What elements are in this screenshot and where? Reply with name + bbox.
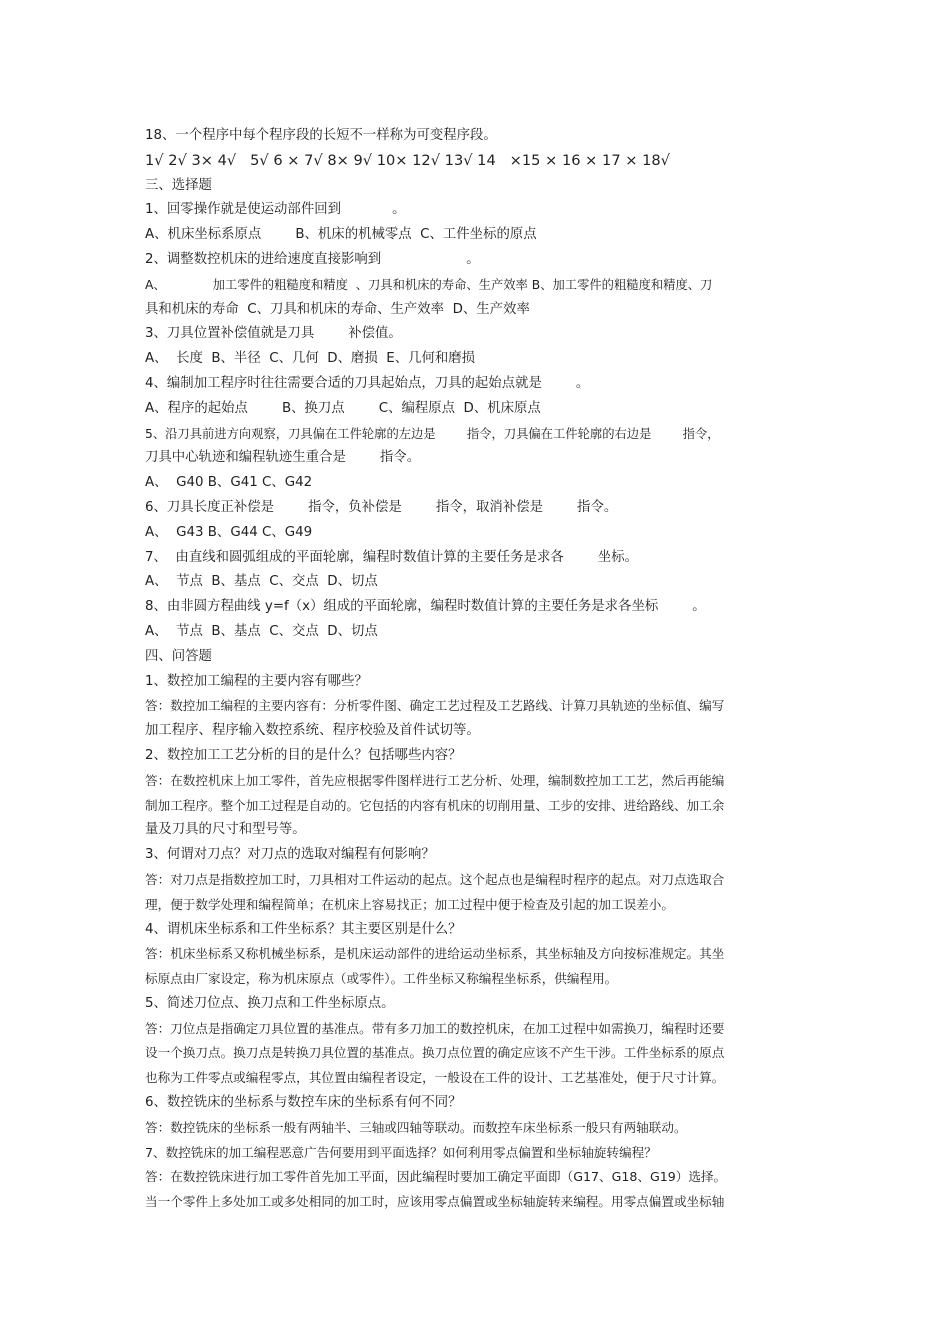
options-line: A、 节点 B、基点 C、交点 D、切点 xyxy=(145,574,378,590)
question-line: 2、数控加工工艺分析的目的是什么？包括哪些内容？ xyxy=(145,747,462,763)
options-line: A、 长度 B、半径 C、几何 D、磨损 E、几何和磨损 xyxy=(145,351,476,367)
question-line: 1、回零操作就是使运动部件回到 。 xyxy=(145,202,406,218)
question-line: 1、数控加工编程的主要内容有哪些？ xyxy=(145,673,368,689)
question-line: 5、简述刀位点、换刀点和工件坐标原点。 xyxy=(145,995,395,1011)
answer-line: 答：刀位点是指确定刀具位置的基准点。带有多刀加工的数控机床，在加工过程中如需换刀，编程时还要 xyxy=(145,1020,725,1036)
question-line: 刀具中心轨迹和编程轨迹生重合是 指令。 xyxy=(145,450,421,466)
options-line: A、 G40 B、G41 C、G42 xyxy=(145,475,313,491)
question-line: 7、 由直线和圆弧组成的平面轮廓，编程时数值计算的主要任务是求各 坐标。 xyxy=(145,549,638,565)
options-line: A、 节点 B、基点 C、交点 D、切点 xyxy=(145,623,378,639)
answer-line: 答：机床坐标系又称机械坐标系，是机床运动部件的进给运动坐标系，其坐标轴及方向按标准规定。其坐 xyxy=(145,946,725,962)
answer-line: 标原点由厂家设定，称为机床原点（或零件）。工件坐标又称编程坐标系，供编程用。 xyxy=(145,971,618,987)
answer-line: 答：数控加工编程的主要内容有：分析零件图、确定工艺过程及工艺路线、计算刀具轨迹的坐标值、编写 xyxy=(145,698,725,714)
question-line: 7、数控铣床的加工编程恶意广告何要用到平面选择？如何利用零点偏置和坐标轴旋转编程？ xyxy=(145,1144,657,1160)
answer-line: 理，便于数学处理和编程简单；在机床上容易找正；加工过程中便于检查及引起的加工误差小。 xyxy=(145,896,674,912)
question-line: 2、调整数控机床的进给速度直接影响到 。 xyxy=(145,251,480,267)
question-line: 4、谓机床坐标系和工件坐标系？其主要区别是什么？ xyxy=(145,921,462,937)
answer-line: 制加工程序。整个加工过程是自动的。它包括的内容有机床的切削用量、工步的安排、进给路线、加工余 xyxy=(145,797,725,813)
answer-line: 加工程序、程序输入数控系统、程序校验及首件试切等。 xyxy=(145,723,480,739)
answer-line: 也称为工件零点或编程零点，其位置由编程者设定，一般设在工件的设计、工艺基准处，便于尺寸计算。 xyxy=(145,1070,725,1086)
question-line: 6、数控铣床的坐标系与数控车床的坐标系有何不同？ xyxy=(145,1095,462,1111)
document-page xyxy=(145,124,825,1215)
options-line: 具和机床的寿命 C、刀具和机床的寿命、生产效率 D、生产效率 xyxy=(145,301,530,317)
answer-line: 量及刀具的尺寸和型号等。 xyxy=(145,822,306,838)
section-heading: 四、问答题 xyxy=(145,648,212,664)
answer-line: 当一个零件上多处加工或多处相同的加工时，应该用零点偏置或坐标轴旋转来编程。用零点偏置或坐标轴 xyxy=(145,1194,725,1210)
answer-line: 答：在数控铣床进行加工零件首先加工平面，因此编程时要加工确定平面即（G17、G18、G19）选择。 xyxy=(145,1169,727,1185)
options-line: A、机床坐标系原点 B、机床的机械零点 C、工件坐标的原点 xyxy=(145,227,537,243)
options-line: A、 G43 B、G44 C、G49 xyxy=(145,524,313,540)
question-line: 3、何谓对刀点？对刀点的选取对编程有何影响？ xyxy=(145,847,435,863)
answer-line: 答：在数控机床上加工零件，首先应根据零件图样进行工艺分析、处理，编制数控加工工艺，然后再能编 xyxy=(145,772,725,788)
question-line: 4、编制加工程序时往往需要合适的刀具起始点，刀具的起始点就是 。 xyxy=(145,375,590,391)
question-line: 6、刀具长度正补偿是 指令，负补偿是 指令，取消补偿是 指令。 xyxy=(145,499,618,515)
options-line: A、 加工零件的粗糙度和精度 、刀具和机床的寿命、生产效率 B、加工零件的粗糙度和精度、刀 xyxy=(145,277,713,292)
question-line: 5、沿刀具前进方向观察，刀具偏在工件轮廓的左边是 指令，刀具偏在工件轮廓的右边是 指令， xyxy=(145,426,720,441)
section-heading: 三、选择题 xyxy=(145,177,212,193)
answer-line: 设一个换刀点。换刀点是转换刀具位置的基准点。换刀点位置的确定应该不产生干涉。工件坐标系的原点 xyxy=(145,1045,725,1061)
text-line: 18、一个程序中每个程序段的长短不一样称为可变程序段。 xyxy=(145,128,497,143)
answer-line: 答：数控铣床的坐标系一般有两轴半、三轴或四轴等联动。而数控车床坐标系一般只有两轴联动。 xyxy=(145,1119,687,1135)
question-line: 8、由非圆方程曲线 y=f（x）组成的平面轮廓，编程时数值计算的主要任务是求各坐标 。 xyxy=(145,599,706,615)
options-line: A、程序的起始点 B、换刀点 C、编程原点 D、机床原点 xyxy=(145,400,541,416)
question-line: 3、刀具位置补偿值就是刀具 补偿值。 xyxy=(145,326,402,342)
answer-key-line: 1√ 2√ 3× 4√ 5√ 6 × 7√ 8× 9√ 10× 12√ 13√ 14 ×15 × 16 × 17 × 18√ xyxy=(145,151,670,169)
answer-line: 答：对刀点是指数控加工时，刀具相对工件运动的起点。这个起点也是编程时程序的起点。对刀点选取合 xyxy=(145,871,725,887)
